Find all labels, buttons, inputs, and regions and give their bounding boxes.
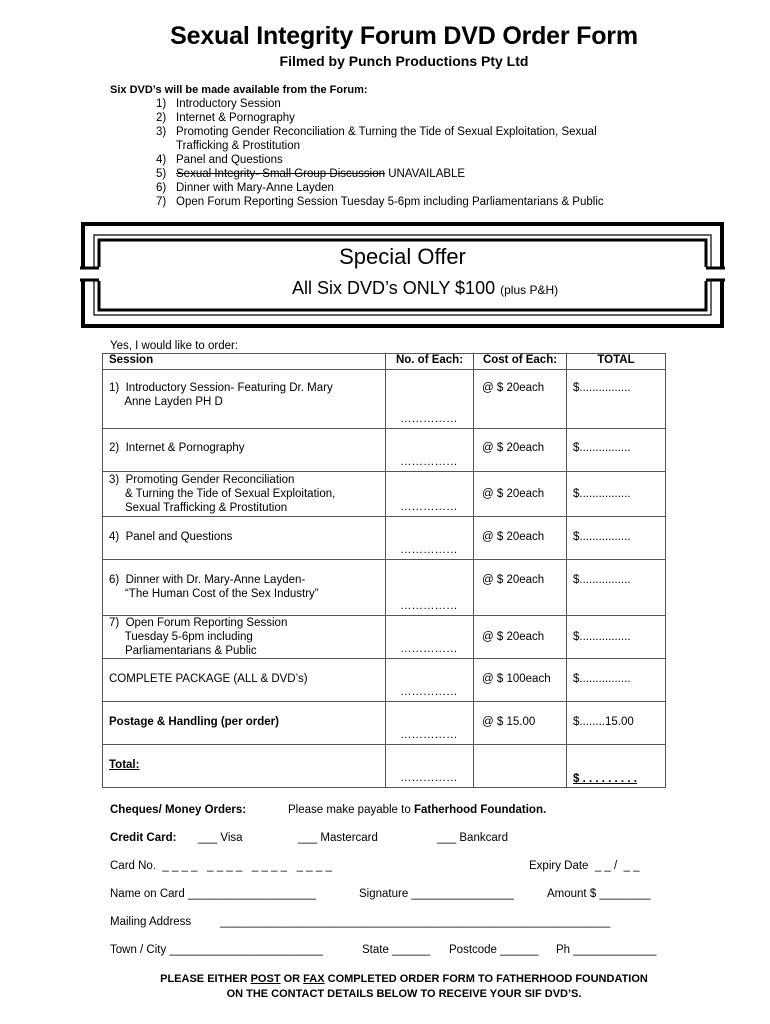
qty-field[interactable]: …………… (386, 472, 474, 517)
list-item: 6) Dinner with Mary-Anne Layden (156, 182, 334, 194)
name-on-card-field[interactable]: Name on Card ____________________ (110, 888, 316, 900)
qty-field[interactable]: …………… (386, 429, 474, 472)
cheques-text: Please make payable to Fatherhood Foundation. (288, 804, 547, 816)
state-field[interactable]: State ______ (362, 944, 431, 956)
order-table (102, 353, 666, 788)
bankcard-option[interactable]: ___ Bankcard (437, 832, 508, 844)
table-header-row (103, 354, 666, 370)
cheques-label: Cheques/ Money Orders: (110, 804, 247, 816)
table-row: Total: …………… $ . . . . . . . . . (103, 745, 666, 788)
col-session: Session (103, 354, 386, 370)
total-field[interactable]: $................ (567, 517, 666, 560)
table-row: 4) Panel and Questions …………… @ $ 20each $................ (103, 517, 666, 560)
qty-field[interactable]: …………… (386, 702, 474, 745)
table-row: 3) Promoting Gender Reconciliation & Turning the Tide of Sexual Exploitation, Sexual Trafficking & Prostitution …………… @ $ 20each $................ (103, 472, 666, 517)
qty-field[interactable]: …………… (386, 370, 474, 429)
town-field[interactable]: Town / City ________________________ (110, 944, 323, 956)
dvd-list (156, 97, 604, 209)
postcode-field[interactable]: Postcode ______ (449, 944, 539, 956)
total-field[interactable]: $................ (567, 429, 666, 472)
mailing-label: Mailing Address (110, 916, 192, 928)
table-row: COMPLETE PACKAGE (ALL & DVD’s) …………… @ $ 100each $................ (103, 659, 666, 702)
col-total: TOTAL (567, 354, 666, 370)
list-item: 5) Sexual Integrity- Small Group Discussion UNAVAILABLE (156, 168, 466, 180)
col-each: No. of Each: (386, 354, 474, 370)
grand-total-field[interactable]: $ . . . . . . . . . (567, 745, 666, 788)
offer-line: All Six DVD’s ONLY $100 (plus P&H) (292, 278, 559, 298)
mailing-address-field[interactable]: _____________________________________________________________ (220, 916, 611, 928)
table-row: 7) Open Forum Reporting Session Tuesday 5-6pm including Parliamentarians & Public …………… @ $ 20each $................ (103, 616, 666, 659)
mastercard-option[interactable]: ___ Mastercard (298, 832, 378, 844)
total-field[interactable]: $................ (567, 616, 666, 659)
qty-field[interactable]: …………… (386, 517, 474, 560)
table-row: 2) Internet & Pornography …………… @ $ 20each $................ (103, 429, 666, 472)
total-field[interactable]: $................ (567, 370, 666, 429)
amount-field[interactable]: Amount $ ________ (547, 888, 651, 900)
table-row: Postage & Handling (per order) …………… @ $ 15.00 $........15.00 (103, 702, 666, 745)
list-item: 7) Open Forum Reporting Session Tuesday 5-6pm including Parliamentarians & Public (156, 196, 604, 208)
list-item: 1) Introductory Session (156, 98, 281, 110)
page-title: Sexual Integrity Forum DVD Order Form (170, 22, 638, 50)
qty-field[interactable]: …………… (386, 745, 474, 788)
total-field[interactable]: $........15.00 (567, 702, 666, 745)
qty-field[interactable]: …………… (386, 659, 474, 702)
page-subtitle: Filmed by Punch Productions Pty Ltd (279, 53, 529, 69)
signature-field[interactable]: Signature ________________ (359, 888, 514, 900)
col-cost: Cost of Each: (474, 354, 567, 370)
list-item: 3) Promoting Gender Reconciliation & Turning the Tide of Sexual Exploitation, Sexual Trafficking & Prostitution (156, 126, 597, 152)
qty-field[interactable]: …………… (386, 616, 474, 659)
card-number-field[interactable]: Card No. _ _ _ _ _ _ _ _ _ _ _ _ _ _ _ _ (110, 860, 332, 872)
total-field[interactable]: $................ (567, 472, 666, 517)
intro-lead: Six DVD’s will be made available from the Forum: (110, 84, 368, 96)
credit-card-label: Credit Card: (110, 832, 177, 844)
order-lead: Yes, I would like to order: (110, 340, 239, 352)
footer-instructions: PLEASE EITHER POST OR FAX COMPLETED ORDER FORM TO FATHERHOOD FOUNDATION ON THE CONTACT DETAILS BELOW TO RECEIVE YOUR SIF DVD’S. (160, 973, 648, 1000)
total-field[interactable]: $................ (567, 659, 666, 702)
table-row: 6) Dinner with Dr. Mary-Anne Layden- “The Human Cost of the Sex Industry” …………… @ $ 20each $................ (103, 560, 666, 616)
table-row: 1) Introductory Session- Featuring Dr. Mary Anne Layden PH D …………… @ $ 20each $................ (103, 370, 666, 429)
list-item: 2) Internet & Pornography (156, 112, 295, 124)
offer-title: Special Offer (339, 244, 466, 269)
expiry-field[interactable]: Expiry Date _ _ / _ _ (529, 860, 640, 872)
list-item: 4) Panel and Questions (156, 154, 283, 166)
visa-option[interactable]: ___ Visa (198, 832, 243, 844)
phone-field[interactable]: Ph _____________ (556, 944, 657, 956)
total-field[interactable]: $................ (567, 560, 666, 616)
offer-frame (80, 221, 725, 329)
qty-field[interactable]: …………… (386, 560, 474, 616)
